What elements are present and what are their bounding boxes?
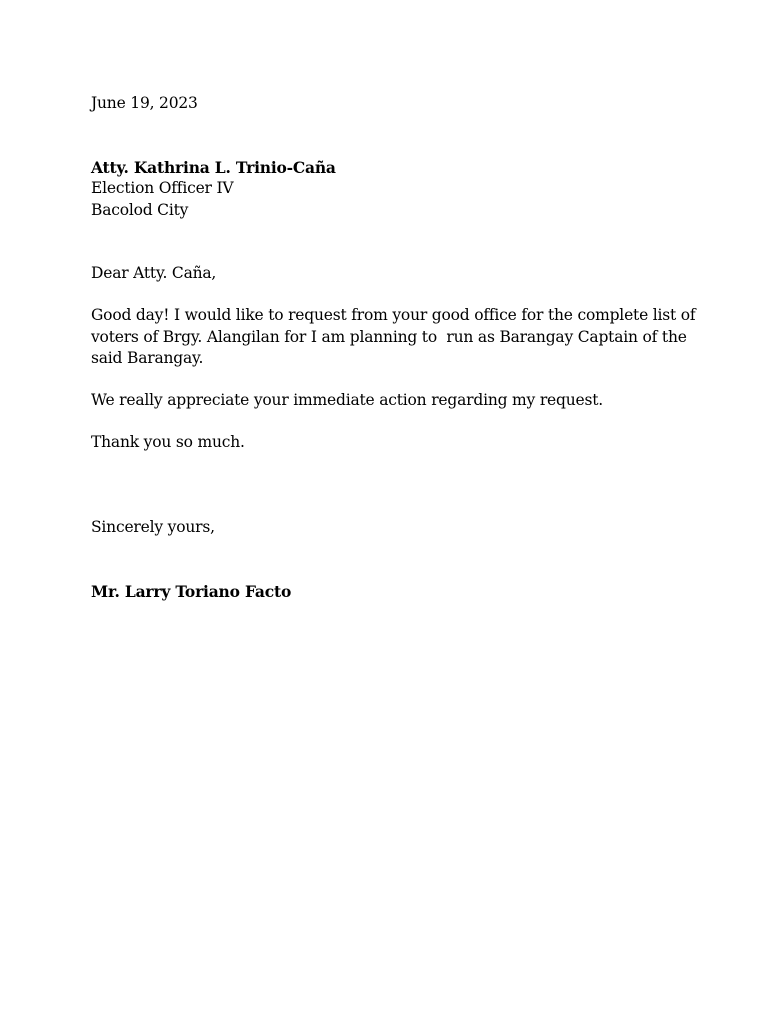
body-paragraph-1 (91, 305, 696, 370)
body-paragraph-3: Thank you so much. (91, 433, 245, 451)
recipient-name: Atty. Kathrina L. Trinio-Caña (91, 158, 336, 177)
recipient-city: Bacolod City (91, 201, 189, 219)
salutation: Dear Atty. Caña, (91, 264, 217, 282)
recipient-title: Election Officer IV (91, 179, 234, 197)
signer-name: Mr. Larry Toriano Facto (91, 582, 292, 601)
paragraph-1-line-2: voters of Brgy. Alangilan for I am planning to run as Barangay Captain of the (91, 327, 687, 346)
body-paragraph-2: We really appreciate your immediate action regarding my request. (91, 391, 604, 409)
paragraph-1-line-1: Good day! I would like to request from your good office for the complete list of (91, 306, 696, 324)
closing: Sincerely yours, (91, 518, 215, 536)
letter-date: June 19, 2023 (91, 94, 198, 112)
paragraph-1-line-3: said Barangay. (91, 349, 204, 367)
